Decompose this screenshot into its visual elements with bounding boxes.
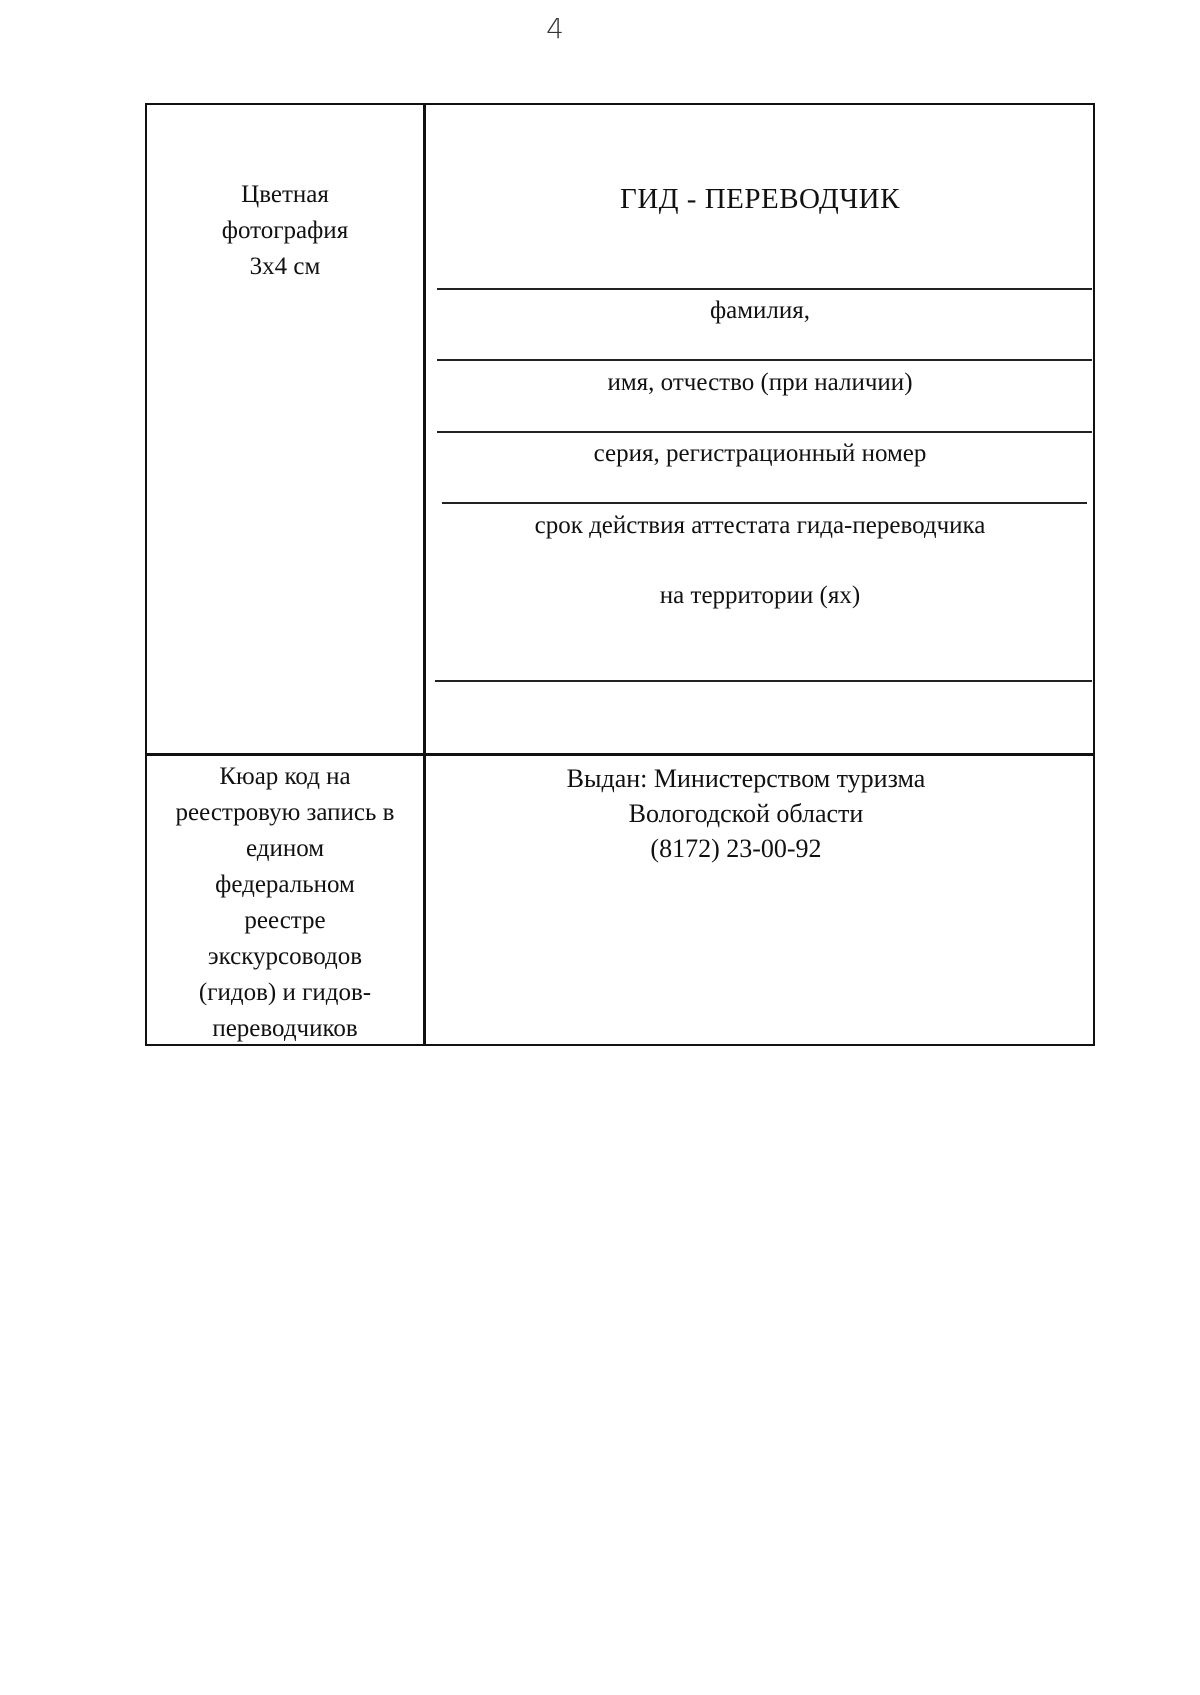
page-number: 4 <box>546 12 564 45</box>
field-label-surname: фамилия, <box>709 297 811 324</box>
qr-code-placeholder-label: Кюар код на реестровую запись в едином федеральном реестре экскурсоводов (гидов) и гидов- переводчиков <box>175 763 395 1042</box>
photo-placeholder-label: Цветная фотография 3х4 см <box>221 181 349 280</box>
field-label-series: серия, регистрационный номер <box>593 440 927 467</box>
fill-line-name <box>437 359 1092 361</box>
fill-line-series <box>437 431 1092 433</box>
field-label-name: имя, отчество (при наличии) <box>607 369 913 396</box>
issuer-line-2: Вологодской области <box>628 799 864 828</box>
row-divider <box>147 753 1093 756</box>
issuer-text <box>426 761 1066 831</box>
field-label-territory: на территории (ях) <box>659 582 861 609</box>
fill-line-territory <box>435 680 1092 682</box>
fill-line-surname <box>437 288 1092 290</box>
issuer-phone: (8172) 23-00-92 <box>650 834 822 863</box>
card-title: ГИД - ПЕРЕВОДЧИК <box>620 183 900 215</box>
column-divider <box>423 105 426 1044</box>
guide-certificate-card <box>145 103 1095 1046</box>
fill-line-validity <box>442 502 1087 504</box>
field-label-validity: срок действия аттестата гида-переводчика <box>534 512 986 539</box>
issuer-line-1: Выдан: Министерством туризма <box>566 764 926 793</box>
